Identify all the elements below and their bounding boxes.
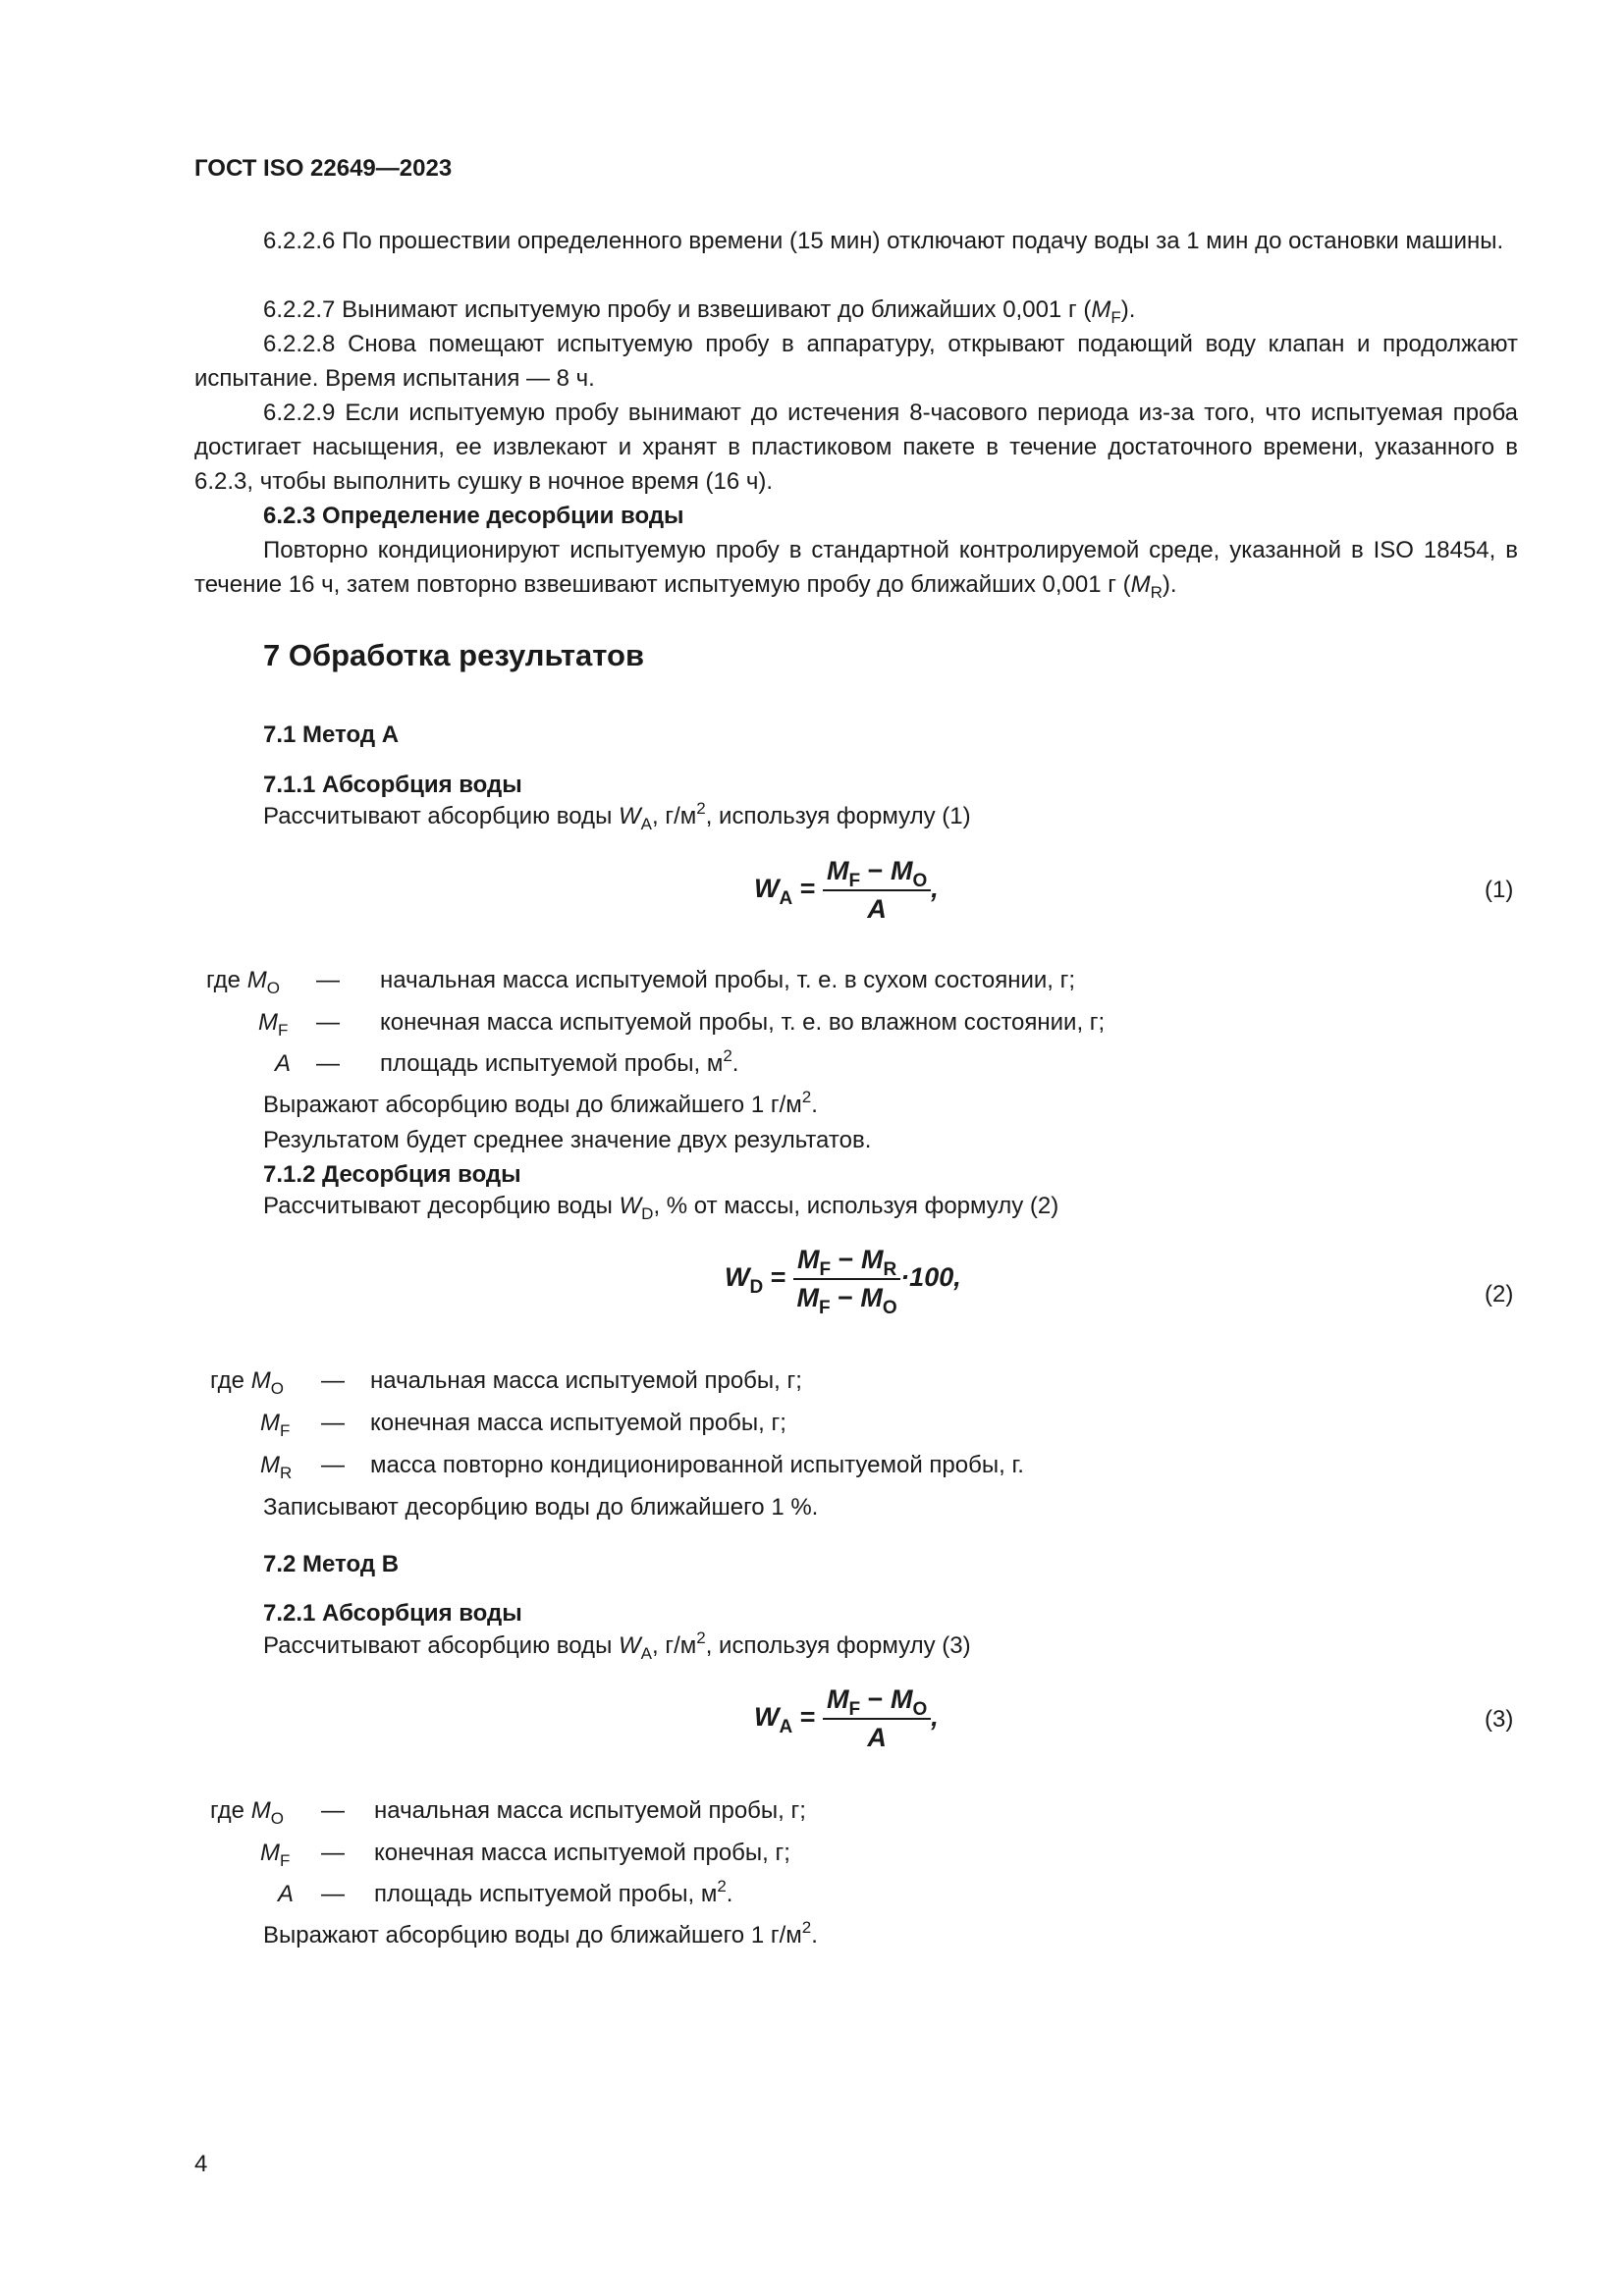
formula-sub: O (912, 1699, 928, 1720)
formula-equals: = (799, 1702, 816, 1733)
variable-m: M (1091, 296, 1111, 323)
subscript: F (280, 1421, 291, 1440)
formula-sub: O (912, 871, 928, 891)
variable-m: M (250, 1367, 271, 1394)
formula-sub: F (819, 1298, 831, 1318)
formula-fraction (823, 856, 931, 925)
where-item-3-a (278, 1881, 294, 1908)
equation-number-2: (2) (1485, 1281, 1514, 1308)
superscript: 2 (696, 799, 706, 818)
formula-numerator (823, 1684, 931, 1720)
paragraph-7-1-1-average: Результатом будет среднее значение двух результатов. (263, 1127, 872, 1153)
formula-var: M (860, 1283, 883, 1312)
where-item-1-a (275, 1050, 291, 1078)
paragraph-text: Выражают абсорбцию воды до ближайшего 1 г/м (263, 1092, 802, 1118)
where-desc: конечная масса испытуемой пробы, г; (370, 1410, 786, 1436)
formula-var: W (754, 1702, 780, 1733)
paragraph-text: . (811, 1092, 818, 1118)
paragraph-7-1-1 (263, 799, 971, 833)
where-item-2-mo (210, 1367, 284, 1398)
paragraph-7-1-1-precision (263, 1088, 818, 1119)
where-desc-text: площадь испытуемой пробы, м (374, 1881, 718, 1907)
variable-m: M (260, 1452, 280, 1478)
paragraph-text: Повторно кондиционируют испытуемую пробу в стандартной контролируемой среде, указанной в ISO 18454, в течение 16 ч, затем повторно взвешивают испытуемую пробу до ближайших 0,001 г ( (194, 537, 1518, 598)
variable-m: M (258, 1009, 278, 1036)
formula-sub: F (819, 1259, 832, 1280)
where-dash: — (321, 1410, 345, 1436)
paragraph-text: Рассчитывают абсорбцию воды (263, 1632, 619, 1659)
formula-sub: A (779, 1717, 793, 1738)
where-desc-tail: . (731, 1050, 739, 1077)
subscript: F (280, 1851, 291, 1870)
subscript: R (280, 1464, 293, 1482)
where-item-3-mf (260, 1840, 291, 1870)
formula-sub: O (882, 1298, 897, 1318)
paragraph-text: . (811, 1922, 818, 1949)
where-dash: — (316, 1050, 340, 1077)
paragraph-7-1-2-precision: Записывают десорбцию воды до ближайшего 1 %. (263, 1494, 819, 1521)
page-number: 4 (194, 2151, 208, 2177)
where-lead: где (210, 1367, 251, 1394)
where-dash: — (321, 1797, 345, 1824)
paragraph-6-2-2-9: 6.2.2.9 Если испытуемую пробу вынимают до истечения 8-часового периода из-за того, что испытуемая проба достигает насыщения, ее извлекают и хранят в пластиковом пакете в течение достаточного времени, указанного в 6.2.3, чтобы выполнить сушку в ночное время (16 ч). (194, 400, 1518, 495)
where-desc (374, 1877, 733, 1908)
formula-var: W (725, 1262, 750, 1293)
heading-7-2-1: 7.2.1 Абсорбция воды (263, 1600, 522, 1627)
formula-sub: F (848, 871, 861, 891)
variable-a: A (278, 1881, 295, 1907)
subscript: O (270, 1379, 284, 1398)
variable-a: A (275, 1050, 292, 1077)
formula-2 (725, 1245, 961, 1318)
where-dash: — (316, 1009, 340, 1036)
subscript: O (270, 1809, 284, 1828)
paragraph-7-2-1 (263, 1629, 971, 1663)
superscript: 2 (717, 1877, 727, 1896)
formula-fraction (823, 1684, 931, 1753)
formula-denominator: A (867, 1723, 887, 1752)
paragraph-text: , г/м (651, 1632, 697, 1659)
where-dash: — (316, 967, 340, 993)
paragraph-text: , используя формулу (3) (705, 1632, 971, 1659)
where-lead: где (210, 1797, 251, 1824)
paragraph-text: , используя формулу (1) (705, 803, 971, 829)
formula-var: W (754, 874, 780, 904)
where-lead: где (206, 967, 247, 993)
formula-comma: , (931, 1702, 939, 1733)
formula-1 (754, 856, 939, 925)
heading-7-1: 7.1 Метод A (263, 721, 400, 748)
formula-numerator (823, 856, 931, 891)
variable-m: M (1130, 571, 1151, 598)
paragraph-6-2-2-7 (194, 293, 1518, 327)
where-desc (380, 1046, 739, 1078)
paragraph-text: Рассчитывают абсорбцию воды (263, 803, 619, 829)
formula-fraction (793, 1245, 900, 1318)
where-dash: — (321, 1840, 345, 1866)
paragraph-text: ). (1120, 296, 1136, 323)
formula-var: M (827, 1684, 849, 1714)
where-item-1-mo (206, 967, 280, 997)
paragraph-text: ). (1162, 571, 1177, 598)
paragraph-text: , г/м (651, 803, 697, 829)
paragraph-6-2-2-8: 6.2.2.8 Снова помещают испытуемую пробу в аппаратуру, открывают подающий воду клапан и продолжают испытание. Время испытания — 8 ч. (194, 331, 1518, 392)
paragraph-text: , % от массы, используя формулу (2) (653, 1193, 1059, 1219)
formula-equals: = (770, 1262, 786, 1293)
formula-sub: A (779, 888, 793, 910)
paragraph-text: 6.2.2.7 Вынимают испытуемую пробу и взвешивают до ближайших 0,001 г ( (263, 296, 1092, 323)
variable-m: M (246, 967, 267, 993)
superscript: 2 (801, 1088, 812, 1106)
formula-var: M (860, 1245, 884, 1274)
subscript: D (641, 1204, 654, 1223)
paragraph-7-1-2 (263, 1193, 1059, 1223)
paragraph-6-2-2-6: 6.2.2.6 По прошествии определенного времени (15 мин) отключают подачу воды за 1 мин до остановки машины. (263, 228, 1504, 254)
where-desc: начальная масса испытуемой пробы, т. е. в сухом состоянии, г; (380, 967, 1076, 993)
paragraph-6-2-3 (194, 533, 1518, 602)
formula-sub: D (749, 1277, 764, 1299)
document-header: ГОСТ ISO 22649—2023 (194, 155, 453, 182)
formula-3 (754, 1684, 939, 1753)
where-dash: — (321, 1881, 345, 1907)
variable-w: W (619, 1193, 642, 1219)
equation-number-1: (1) (1485, 877, 1514, 903)
subscript: A (640, 815, 652, 833)
where-desc: масса повторно кондиционированной испытуемой пробы, г. (370, 1452, 1024, 1478)
heading-6-2-3: 6.2.3 Определение десорбции воды (263, 503, 684, 529)
paragraph-7-2-1-precision (263, 1918, 818, 1949)
formula-var: M (827, 856, 849, 885)
where-item-1-mf (258, 1009, 289, 1040)
heading-7-1-2: 7.1.2 Десорбция воды (263, 1161, 521, 1188)
subscript: F (1110, 308, 1121, 327)
formula-comma: , (931, 874, 939, 904)
section-7-title: 7 Обработка результатов (263, 638, 645, 672)
heading-7-1-1: 7.1.1 Абсорбция воды (263, 772, 522, 798)
subscript: A (640, 1644, 652, 1663)
formula-var: M (796, 1283, 819, 1312)
formula-minus: − (838, 1245, 854, 1274)
formula-equals: = (799, 874, 816, 904)
variable-m: M (260, 1410, 280, 1436)
heading-7-2: 7.2 Метод В (263, 1551, 400, 1577)
variable-m: M (260, 1840, 280, 1866)
formula-multiplier: ·100, (900, 1262, 961, 1293)
where-desc: начальная масса испытуемой пробы, г; (374, 1797, 806, 1824)
formula-var: M (890, 856, 913, 885)
subscript: F (278, 1021, 289, 1040)
subscript: O (266, 979, 280, 997)
formula-denominator (793, 1280, 900, 1318)
where-item-2-mf (260, 1410, 291, 1440)
where-desc: начальная масса испытуемой пробы, г; (370, 1367, 802, 1394)
where-dash: — (321, 1452, 345, 1478)
superscript: 2 (801, 1918, 812, 1937)
equation-number-3: (3) (1485, 1706, 1514, 1733)
paragraph-text: Выражают абсорбцию воды до ближайшего 1 г/м (263, 1922, 802, 1949)
formula-sub: F (848, 1699, 861, 1720)
variable-w: W (618, 1632, 641, 1659)
formula-numerator (793, 1245, 900, 1280)
where-item-2-mr (260, 1452, 293, 1482)
formula-var: M (797, 1245, 820, 1274)
formula-minus: − (867, 856, 884, 885)
formula-denominator: A (867, 894, 887, 924)
paragraph-text: Рассчитывают десорбцию воды (263, 1193, 620, 1219)
variable-w: W (618, 803, 641, 829)
formula-minus: − (867, 1684, 884, 1714)
formula-sub: R (883, 1259, 897, 1280)
superscript: 2 (723, 1046, 732, 1065)
subscript: R (1150, 583, 1163, 602)
variable-m: M (250, 1797, 271, 1824)
where-item-3-mo (210, 1797, 284, 1828)
superscript: 2 (696, 1629, 706, 1647)
where-desc: конечная масса испытуемой пробы, т. е. во влажном состоянии, г; (380, 1009, 1106, 1036)
where-desc-text: площадь испытуемой пробы, м (380, 1050, 724, 1077)
formula-var: M (890, 1684, 913, 1714)
where-desc-tail: . (726, 1881, 733, 1907)
formula-minus: − (838, 1283, 853, 1312)
where-dash: — (321, 1367, 345, 1394)
where-desc: конечная масса испытуемой пробы, г; (374, 1840, 790, 1866)
